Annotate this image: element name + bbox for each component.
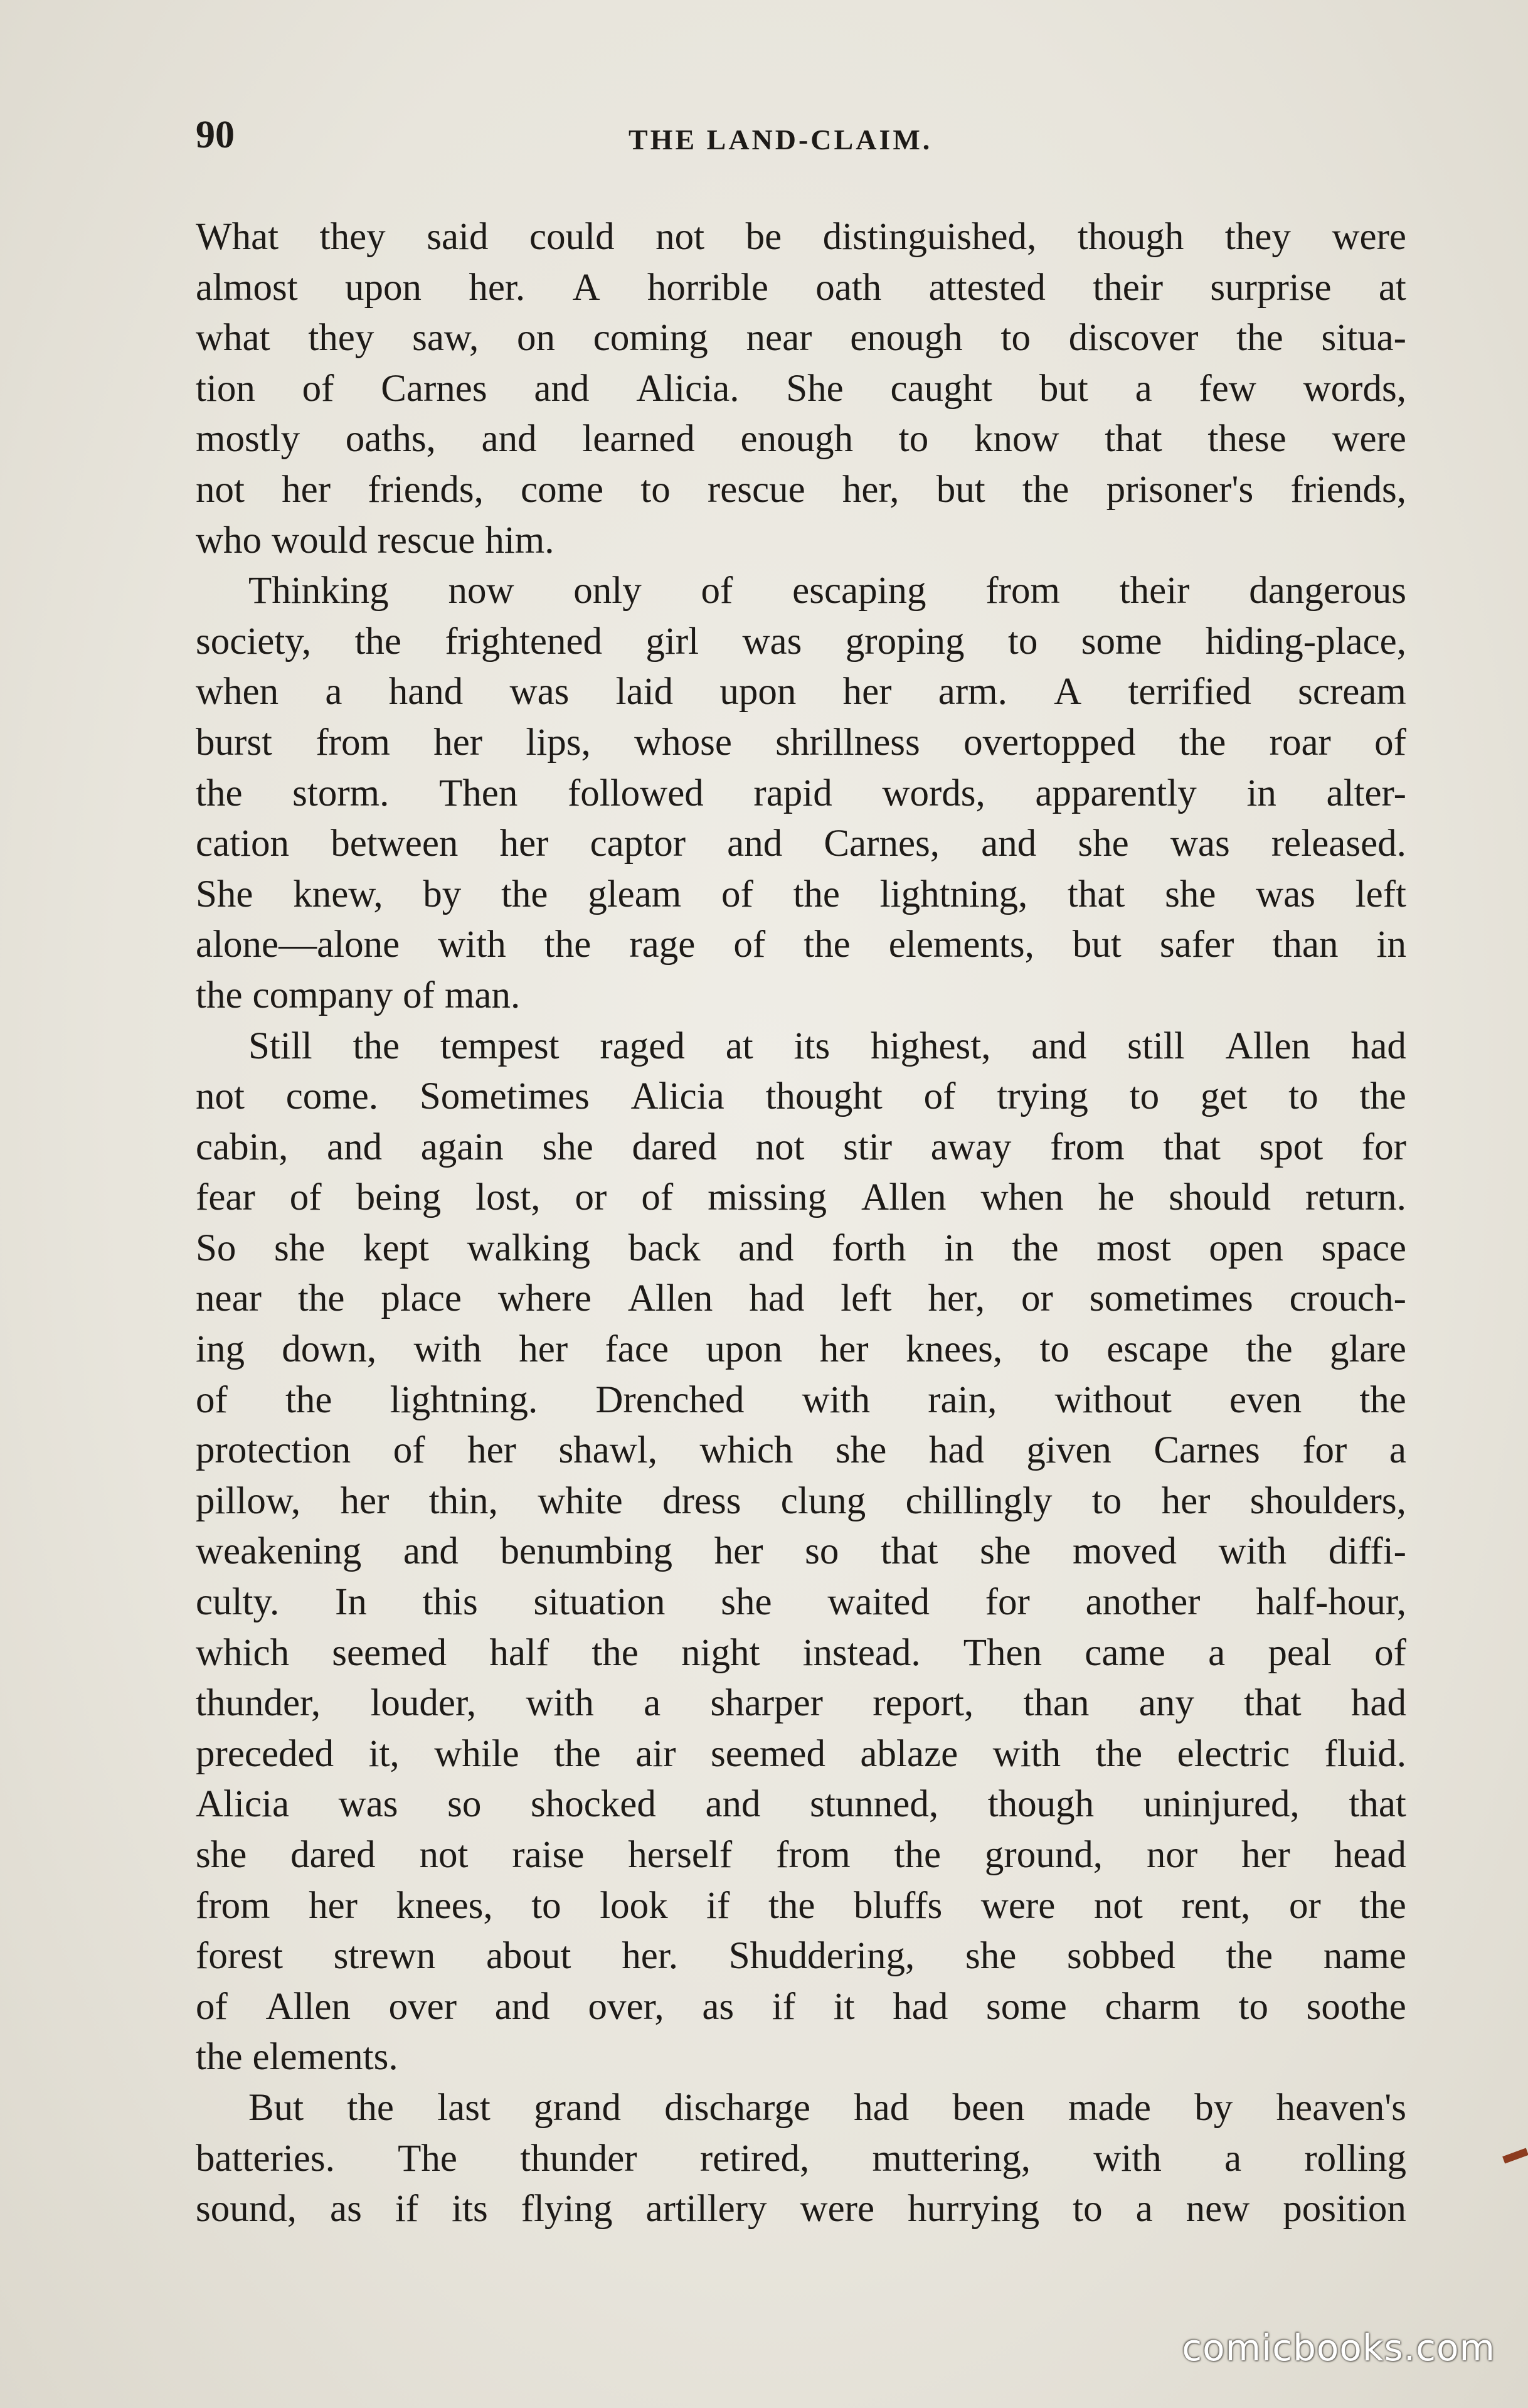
text-line: Thinking now only of escaping from their dangerous [248,570,1406,612]
text-line: protection of her shawl, which she had given Carnes for a [196,1429,1406,1472]
text-line: pillow, her thin, white dress clung chillingly to her shoulders, [196,1479,1406,1522]
page-edge-mark [1502,2148,1528,2164]
text-line: of Allen over and over, as if it had some charm to soothe [196,1985,1406,2028]
running-head: THE LAND-CLAIM. [629,124,933,156]
text-line: cabin, and again she dared not stir away from that spot for [196,1126,1406,1168]
text-line: But the last grand discharge had been made by heaven's [248,2086,1406,2129]
text-line: preceded it, while the air seemed ablaze with the electric fluid. [196,1732,1406,1775]
text-line: she dared not raise herself from the ground, nor her head [196,1834,1406,1876]
text-line: when a hand was laid upon her arm. A terrified scream [196,671,1406,713]
text-line: batteries. The thunder retired, muttering, with a rolling [196,2137,1406,2180]
text-line: alone—alone with the rage of the elements, but safer than in [196,924,1406,966]
text-line: almost upon her. A horrible oath attested their surprise at [196,266,1406,309]
text-line: Alicia was so shocked and stunned, though uninjured, that [196,1783,1406,1826]
text-line: from her knees, to look if the bluffs were not rent, or the [196,1884,1406,1927]
text-line: culty. In this situation she waited for another half-hour, [196,1581,1406,1624]
text-line: ing down, with her face upon her knees, to escape the glare [196,1328,1406,1371]
text-line: thunder, louder, with a sharper report, than any that had [196,1682,1406,1725]
text-line: cation between her captor and Carnes, and she was released. [196,823,1406,865]
text-line: what they saw, on coming near enough to discover the situa- [196,317,1406,360]
text-line: society, the frightened girl was groping to some hiding-place, [196,620,1406,663]
page-number: 90 [196,114,235,156]
text-line: the elements. [196,2036,398,2079]
body-text [196,212,1406,2235]
text-line: tion of Carnes and Alicia. She caught but a few words, [196,367,1406,410]
text-line: which seemed half the night instead. Then came a peal of [196,1631,1406,1674]
text-line: fear of being lost, or of missing Allen when he should return. [196,1176,1406,1219]
text-line: burst from her lips, whose shrillness overtopped the roar of [196,721,1406,764]
watermark: comicbooks.com [1182,2326,1495,2369]
page-header [196,113,1406,163]
text-line: of the lightning. Drenched with rain, without even the [196,1378,1406,1421]
text-line: not come. Sometimes Alicia thought of trying to get to the [196,1075,1406,1118]
text-line: What they said could not be distinguished, though they were [196,216,1406,258]
text-line: weakening and benumbing her so that she moved with diffi- [196,1530,1406,1573]
text-line: forest strewn about her. Shuddering, she sobbed the name [196,1935,1406,1978]
text-line: sound, as if its flying artillery were hurrying to a new position [196,2188,1406,2230]
text-line: who would rescue him. [196,519,554,562]
text-line: the storm. Then followed rapid words, apparently in alter- [196,772,1406,814]
text-line: She knew, by the gleam of the lightning, that she was left [196,873,1406,915]
text-line: Still the tempest raged at its highest, and still Allen had [248,1025,1406,1067]
text-line: mostly oaths, and learned enough to know that these were [196,418,1406,461]
text-line: not her friends, come to rescue her, but the prisoner's friends, [196,468,1406,511]
text-line: the company of man. [196,974,521,1016]
text-line: near the place where Allen had left her, or sometimes crouch- [196,1277,1406,1320]
text-line: So she kept walking back and forth in the most open space [196,1227,1406,1269]
